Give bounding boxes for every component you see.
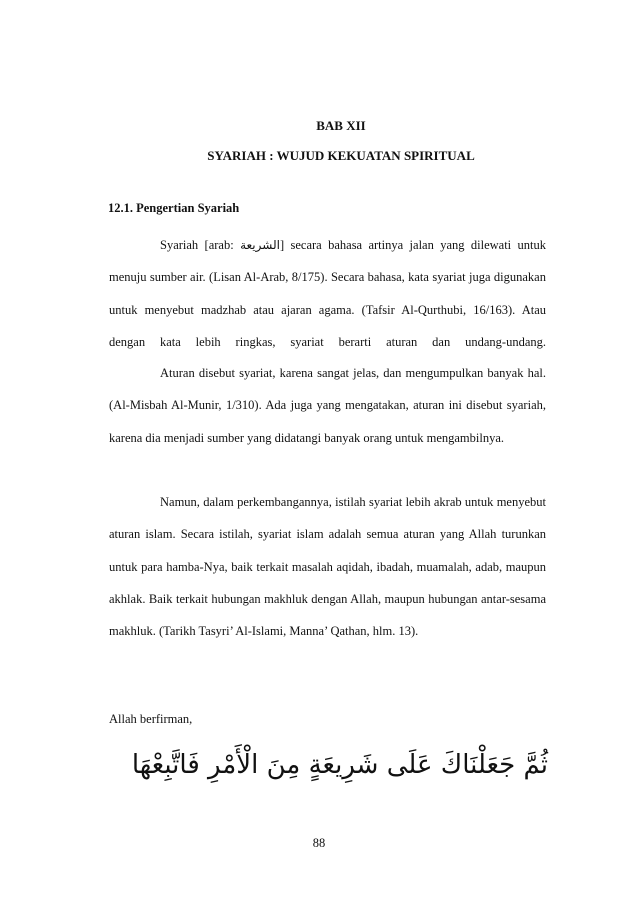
section-heading: 12.1. Pengertian Syariah bbox=[108, 201, 240, 215]
chapter-number: BAB XII bbox=[316, 118, 366, 133]
paragraph-explanation: Aturan disebut syariat, karena sangat jelas, dan mengumpulkan banyak hal. (Al-Misbah Al-Munir, 1/310). Ada juga yang mengatakan, aturan ini disebut syariah, karena dia menjadi sumber yang didatangi banyak orang untuk mengambilnya. bbox=[109, 366, 546, 445]
verse-intro: Allah berfirman, bbox=[109, 712, 193, 726]
page-number: 88 bbox=[312, 836, 326, 850]
arabic-term: الشريعة bbox=[240, 238, 280, 252]
paragraph-text: ] secara bahasa artinya jalan yang dilewati untuk menuju sumber air. (Lisan Al-Arab, 8/175). Secara bahasa, kata syariat juga digunakan untuk menyebut madzhab atau ajaran agama. (Tafsir Al-Qurthubi, 16/163). Atau dengan kata lebih ringkas, syariat berarti aturan dan undang-undang. bbox=[109, 238, 546, 349]
paragraph-definition bbox=[109, 229, 546, 358]
chapter-title: SYARIAH : WUJUD KEKUATAN SPIRITUAL bbox=[207, 148, 475, 163]
paragraph-development: Namun, dalam perkembangannya, istilah syariat lebih akrab untuk menyebut aturan islam. Secara istilah, syariat islam adalah semua aturan yang Allah turunkan untuk para hamba-Nya, baik terkait masalah aqidah, ibadah, muamalah, adab, maupun akhlak. Baik terkait hubungan makhluk dengan Allah, maupun hubungan antar-sesama makhluk. (Tarikh Tasyri’ Al-Islami, Manna’ Qathan, hlm. 13). bbox=[109, 495, 546, 639]
paragraph-text: Syariah [arab: bbox=[160, 238, 241, 252]
quran-verse: ثُمَّ جَعَلْنَاكَ عَلَى شَرِيعَةٍ مِنَ الْأَمْرِ فَاتَّبِعْهَا bbox=[131, 750, 548, 780]
